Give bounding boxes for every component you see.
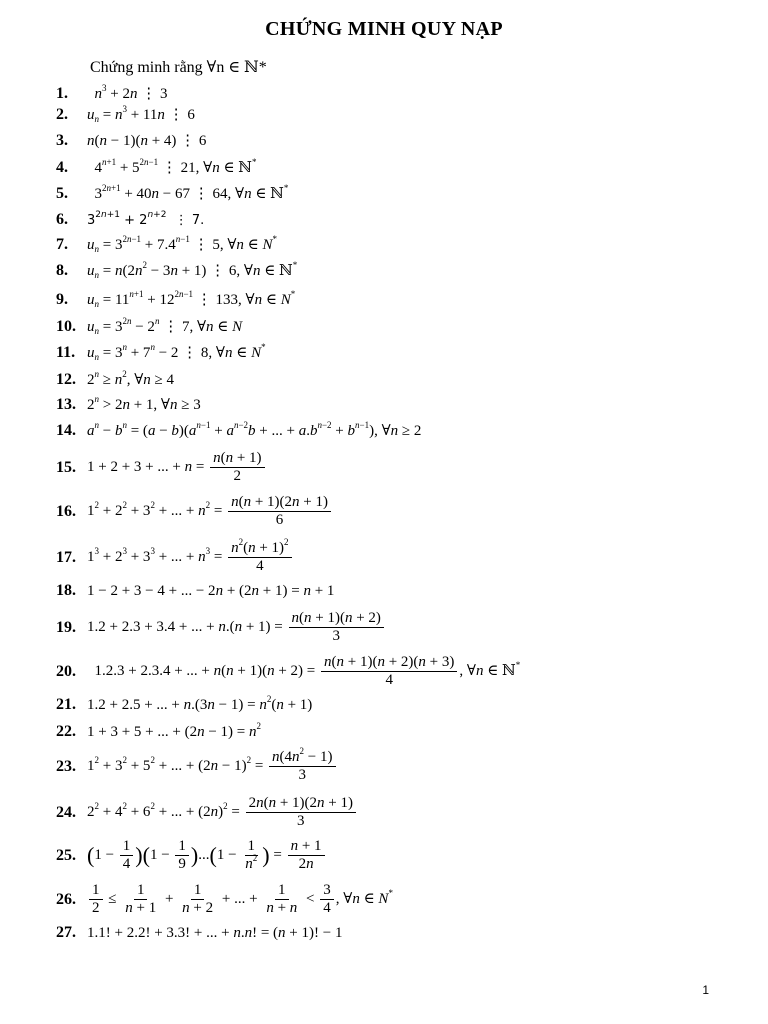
- formula: $u_n = 3^{2n} - 2^n$ ⋮ 7, ∀n ∈ N: [87, 316, 243, 336]
- problem-5: [56, 184, 288, 203]
- problem-16: [56, 494, 333, 529]
- problem-2: [56, 105, 195, 124]
- problem-number: 4.: [56, 158, 68, 176]
- problem-8: [56, 261, 297, 280]
- page-number: 1: [702, 983, 709, 997]
- problem-number: 16.: [56, 502, 76, 520]
- formula: 1.2 + 2.5 + ... + $n.(3n - 1) = n^2(n + 1)$: [87, 693, 313, 713]
- problem-6: [56, 211, 204, 229]
- problem-1: [56, 84, 167, 103]
- formula: n(n − 1)(n + 4) ⋮ 6: [87, 133, 207, 149]
- problem-18: [56, 582, 334, 600]
- problem-24: [56, 795, 358, 830]
- formula: $n^3 + 2n$ ⋮ 3: [94, 83, 168, 102]
- formula: 1.2.3 + 2.3.4 + ... + n(n + 1)(n + 2) = $\frac{n(n + 1)(n + 2)(n + 3)}{4}$ , ∀n ∈ ℕ*: [87, 654, 521, 688]
- problem-3: [56, 131, 206, 150]
- problem-number: 20.: [56, 662, 76, 680]
- problem-number: 13.: [56, 395, 76, 413]
- formula: 1.2 + 2.3 + 3.4 + ... + n.(n + 1) = $\frac{n(n + 1)(n + 2)}{3}$: [87, 610, 386, 645]
- problem-number: 19.: [56, 618, 76, 636]
- formula: $u_n = n(2n^2 - 3n + 1)$ ⋮ 6, ∀n ∈ ℕ*: [87, 260, 298, 280]
- problem-27: [56, 924, 342, 942]
- problem-number: 11.: [56, 343, 76, 361]
- formula: $u_n = n^3 + 11n$ ⋮ 6: [87, 104, 195, 124]
- formula: 1.1! + 2.2! + 3.3! + ... + n.n! = (n + 1)! − 1: [87, 924, 343, 941]
- formula: $3^{2n+1} + 40n - 67$ ⋮ 64, ∀n ∈ ℕ*: [87, 183, 289, 202]
- formula: (1 − $\frac{1}{4}$ )(1 − $\frac{1}{9}$ )...(1 − $\frac{1}{n^2}$ ) = $\frac{n + 1}{2n}$: [87, 838, 327, 873]
- formula: 1 − 2 + 3 − 4 + ... − 2n + (2n + 1) = n + 1: [87, 582, 335, 599]
- formula: $1^3 + 2^3 + 3^3$ + ... + $n^3$ = $\frac{n^2(n + 1)^2}{4}$: [87, 540, 294, 575]
- problem-number: 27.: [56, 924, 76, 941]
- problem-number: 14.: [56, 421, 76, 439]
- problem-number: 7.: [56, 235, 68, 253]
- problem-15: [56, 450, 267, 485]
- formula: $u_n = 3^n + 7^n - 2$ ⋮ 8, ∀n ∈ N*: [87, 342, 266, 362]
- formula: $4^{n+1} + 5^{2n-1}$ ⋮ 21, ∀n ∈ ℕ*: [87, 157, 257, 176]
- formula: $a^n - b^n = (a - b)(a^{n-1} + a^{n-2}b$ + ... + $a.b^{n-2} + b^{n-1}$), ∀n ≥ 2: [87, 420, 422, 439]
- formula: $2^2 + 4^2 + 6^2$ + ... + $(2n)^2$ = $\frac{2n(n + 1)(2n + 1)}{3}$: [87, 795, 358, 830]
- problem-number: 18.: [56, 582, 76, 599]
- problem-number: 15.: [56, 458, 76, 476]
- problem-number: 9.: [56, 290, 68, 308]
- problem-7: [56, 235, 277, 254]
- problem-4: [56, 158, 257, 177]
- problem-number: 8.: [56, 261, 68, 279]
- formula: $u_n = 3^{2n-1} + 7.4^{n-1}$ ⋮ 5, ∀n ∈ N*: [87, 234, 278, 254]
- problem-number: 1.: [56, 84, 68, 102]
- problem-number: 6.: [56, 211, 68, 228]
- problem-number: 26.: [56, 890, 76, 908]
- problem-number: 12.: [56, 370, 76, 388]
- problem-number: 2.: [56, 105, 68, 123]
- problem-number: 23.: [56, 757, 76, 775]
- problem-25: [56, 838, 327, 873]
- formula: $\frac{1}{2}$ ≤ $\frac{1}{n + 1}$ + $\frac{1}{n + 2}$ + ... + $\frac{1}{n + n}$ < $\frac{3}{4}$ , ∀n ∈ N*: [87, 882, 393, 917]
- formula: $3^{2n+1} + 2^{n+2}$ ⋮ 7.: [87, 209, 205, 228]
- problem-number: 17.: [56, 548, 76, 566]
- formula: $1^2 + 3^2 + 5^2$ + ... + $(2n - 1)^2$ = $\frac{n(4n^2 - 1)}{3}$: [87, 749, 338, 784]
- problem-22: [56, 720, 262, 741]
- formula: $u_n = 11^{n+1} + 12^{2n-1}$ ⋮ 133, ∀n ∈ N*: [87, 289, 296, 309]
- formula: $2^n > 2n + 1$, ∀n ≥ 3: [87, 394, 201, 413]
- problem-9: [56, 290, 295, 309]
- page-title: CHỨNG MINH QUY NẠP: [265, 18, 503, 40]
- problem-number: 25.: [56, 846, 76, 864]
- problem-11: [56, 343, 266, 362]
- problem-26: [56, 882, 393, 917]
- problem-17: [56, 537, 294, 575]
- formula: 1 + 3 + 5 + ... + $(2n - 1) = n^2$: [87, 720, 262, 740]
- problem-21: [56, 693, 313, 714]
- formula: 1 + 2 + 3 + ... + n = $\frac{n(n + 1)}{2}$: [87, 450, 267, 485]
- problem-14: [56, 421, 421, 440]
- formula: $1^2 + 2^2 + 3^2$ + ... + $n^2$ = $\frac{n(n + 1)(2n + 1)}{6}$: [87, 494, 333, 529]
- intro-statement: Chứng minh rằng ∀n ∈ ℕ*: [90, 59, 267, 76]
- problem-10: [56, 317, 242, 336]
- problem-13: [56, 395, 201, 414]
- problem-19: [56, 610, 386, 645]
- problem-number: 3.: [56, 131, 68, 149]
- problem-number: 24.: [56, 803, 76, 821]
- problem-number: 21.: [56, 696, 76, 713]
- problem-23: [56, 746, 338, 784]
- problem-20: [56, 654, 520, 689]
- problem-number: 5.: [56, 184, 68, 202]
- formula: $2^n \ge n^2$, ∀n ≥ 4: [87, 369, 175, 388]
- problem-12: [56, 370, 174, 389]
- problem-number: 10.: [56, 317, 76, 335]
- problem-number: 22.: [56, 723, 76, 740]
